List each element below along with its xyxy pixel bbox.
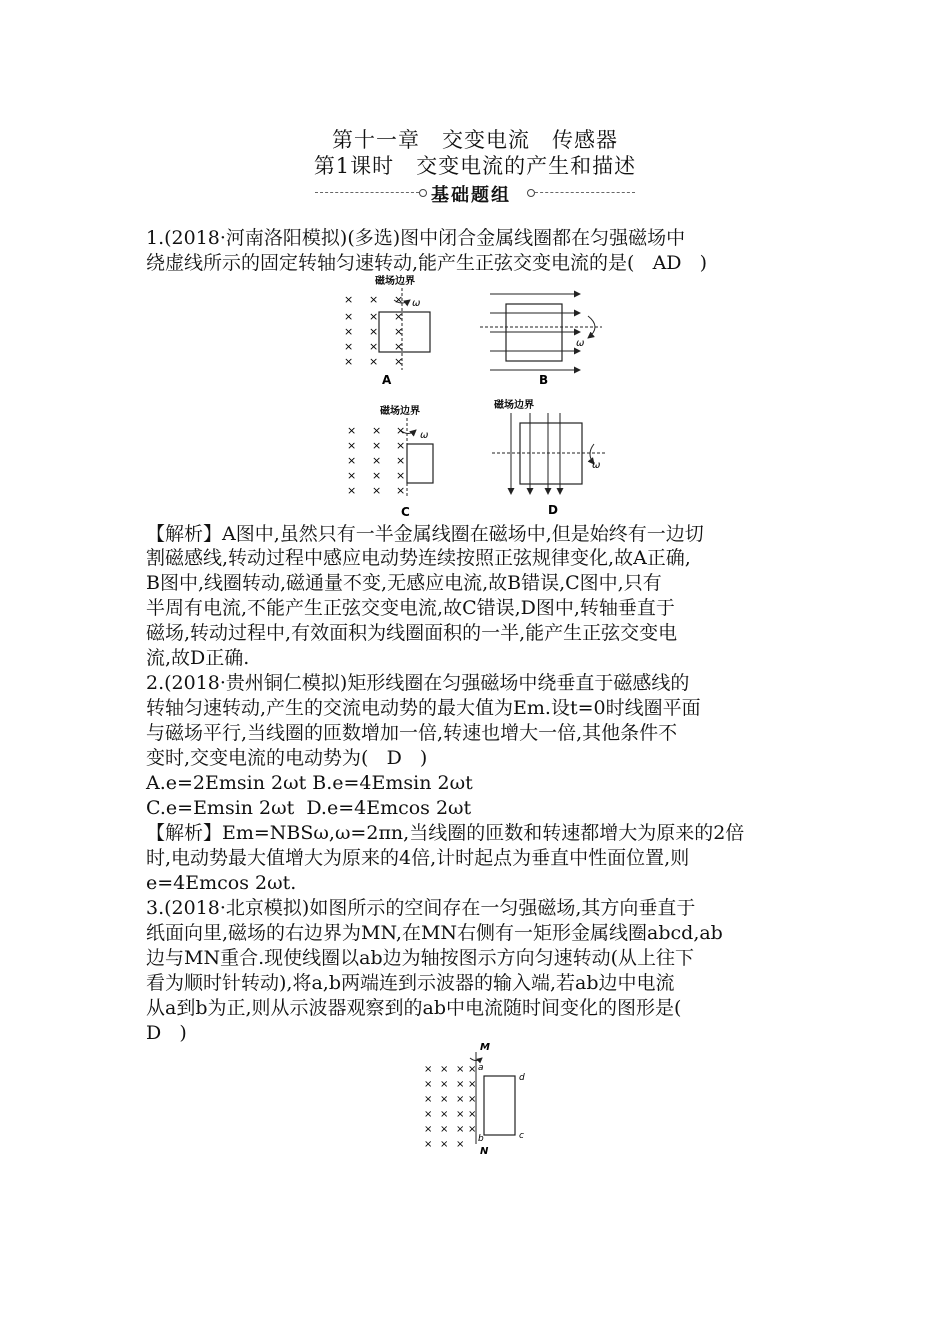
svg-text:×: × [424,1079,433,1090]
svg-text:×: × [396,469,406,482]
svg-text:×: × [440,1139,449,1150]
svg-text:×: × [369,310,379,323]
svg-text:×: × [372,469,382,482]
svg-text:×: × [456,1139,465,1150]
svg-text:×: × [456,1079,465,1090]
svg-text:×: × [440,1064,449,1075]
svg-text:×: × [440,1124,449,1135]
q1-figure [330,272,630,520]
label-d: D [548,503,558,517]
figure-a [344,274,430,387]
q2-line-2: 转轴匀速转动,产生的交流电动势的最大值为Em.设t=0时线圈平面 [146,697,701,719]
label-b-point: b [478,1134,484,1144]
omega-a: ω [412,298,421,309]
label-c-point: c [519,1131,524,1141]
q3-line-5: 从a到b为正,则从示波器观察到的ab中电流随时间变化的图形是( [146,997,682,1019]
svg-text:×: × [369,325,379,338]
q3-figure [418,1036,548,1160]
svg-text:×: × [394,340,404,353]
q3-line-3: 边与MN重合.现使线圈以ab边为轴按图示方向匀速转动(从上往下 [146,947,695,969]
svg-text:×: × [369,340,379,353]
svg-text:×: × [347,439,357,452]
svg-text:×: × [369,355,379,368]
svg-text:×: × [372,439,382,452]
q2-analysis-3: e=4Emcos 2ωt. [146,872,297,894]
q2-line-4: 变时,交变电流的电动势为( D ) [146,747,428,769]
svg-text:×: × [394,325,404,338]
svg-text:×: × [347,454,357,467]
svg-text:×: × [440,1094,449,1105]
lesson-title: 第1课时 交变电流的产生和描述 [313,154,637,178]
svg-text:×: × [372,454,382,467]
label-a: A [382,373,392,387]
divider-line-left [315,192,419,193]
boundary-label-a: 磁场边界 [375,276,415,287]
omega-b: ω [576,338,585,349]
svg-text:×: × [468,1094,477,1105]
label-n: N [480,1146,489,1157]
q2-option-ab: A.e=2Emsin 2ωt B.e=4Emsin 2ωt [146,772,473,794]
svg-text:×: × [394,310,404,323]
divider-dot-right [527,189,535,197]
section-divider [315,181,635,205]
q3-line-1: 3.(2018·北京模拟)如图所示的空间存在一匀强磁场,其方向垂直于 [146,897,696,919]
svg-text:×: × [396,424,406,437]
divider-line-right [535,192,635,193]
svg-text:×: × [394,355,404,368]
svg-text:×: × [424,1109,433,1120]
svg-text:×: × [456,1064,465,1075]
omega-d: ω [592,460,601,471]
q1-analysis-1: 【解析】A图中,虽然只有一半金属线圈在磁场中,但是始终有一边切 [146,523,704,545]
figure-b [480,294,602,387]
crosses-c [347,424,405,497]
q2-analysis-2: 时,电动势最大值增大为原来的4倍,计时起点为垂直中性面位置,则 [146,847,690,869]
svg-text:×: × [468,1064,477,1075]
svg-text:×: × [396,484,406,497]
svg-text:×: × [344,310,354,323]
svg-text:×: × [456,1094,465,1105]
omega-c: ω [420,430,429,441]
boundary-label-d: 磁场边界 [494,400,534,411]
coil-c [407,444,433,483]
svg-text:×: × [396,454,406,467]
label-b: B [539,373,549,387]
q1-analysis-3: B图中,线圈转动,磁通量不变,无感应电流,故B错误,C图中,只有 [146,572,662,594]
svg-text:×: × [468,1124,477,1135]
svg-text:×: × [372,484,382,497]
svg-text:×: × [456,1124,465,1135]
svg-text:×: × [347,469,357,482]
q3-line-2: 纸面向里,磁场的右边界为MN,在MN右侧有一矩形金属线圈abcd,ab [146,922,723,944]
label-d-point: d [519,1073,525,1083]
q1-analysis-2: 割磁感线,转动过程中感应电动势连续按照正弦规律变化,故A正确, [146,547,691,569]
svg-text:×: × [394,293,404,306]
coil-abcd [484,1076,515,1135]
q1-analysis-6: 流,故D正确. [146,647,250,669]
svg-text:×: × [396,439,406,452]
svg-text:×: × [468,1079,477,1090]
label-c: C [401,505,410,519]
figure-d [492,398,606,517]
crosses-a [344,293,403,368]
q1-analysis-5: 磁场,转动过程中,有效面积为线圈面积的一半,能产生正弦交变电 [146,622,678,644]
figure-c [347,404,433,519]
svg-text:×: × [456,1109,465,1120]
q3-line-4: 看为顺时针转动),将a,b两端连到示波器的输入端,若ab边中电流 [146,972,675,994]
svg-text:×: × [424,1139,433,1150]
svg-text:×: × [372,424,382,437]
section-heading: 基础题组 [431,185,511,206]
svg-text:×: × [344,293,354,306]
chapter-title: 第十一章 交变电流 传感器 [332,128,618,152]
svg-text:×: × [424,1124,433,1135]
q1-analysis-4: 半周有电流,不能产生正弦交变电流,故C错误,D图中,转轴垂直于 [146,597,675,619]
coil-a [379,312,430,352]
q2-analysis-1: 【解析】Em=NBSω,ω=2πn,当线圈的匝数和转速都增大为原来的2倍 [146,822,745,844]
q2-line-3: 与磁场平行,当线圈的匝数增加一倍,转速也增大一倍,其他条件不 [146,722,678,744]
boundary-label-c: 磁场边界 [380,406,420,417]
label-a-point: a [478,1063,484,1073]
q2-line-1: 2.(2018·贵州铜仁模拟)矩形线圈在匀强磁场中绕垂直于磁感线的 [146,672,690,694]
q3-line-6: D ) [146,1022,187,1044]
q2-option-cd: C.e=Emsin 2ωt D.e=4Emcos 2ωt [146,797,472,819]
label-m: M [480,1042,490,1053]
svg-text:×: × [344,325,354,338]
divider-dot-left [419,189,427,197]
svg-text:×: × [424,1094,433,1105]
crosses-q3-col4 [468,1064,476,1135]
svg-text:×: × [369,293,379,306]
svg-text:×: × [344,355,354,368]
svg-text:×: × [440,1109,449,1120]
svg-text:×: × [440,1079,449,1090]
svg-text:×: × [347,424,357,437]
svg-text:×: × [424,1064,433,1075]
svg-text:×: × [344,340,354,353]
q1-line-1: 1.(2018·河南洛阳模拟)(多选)图中闭合金属线圈都在匀强磁场中 [146,227,686,249]
svg-text:×: × [468,1109,477,1120]
crosses-q3 [424,1064,464,1150]
svg-text:×: × [347,484,357,497]
q1-line-2: 绕虚线所示的固定转轴匀速转动,能产生正弦交变电流的是( AD ) [146,252,708,274]
